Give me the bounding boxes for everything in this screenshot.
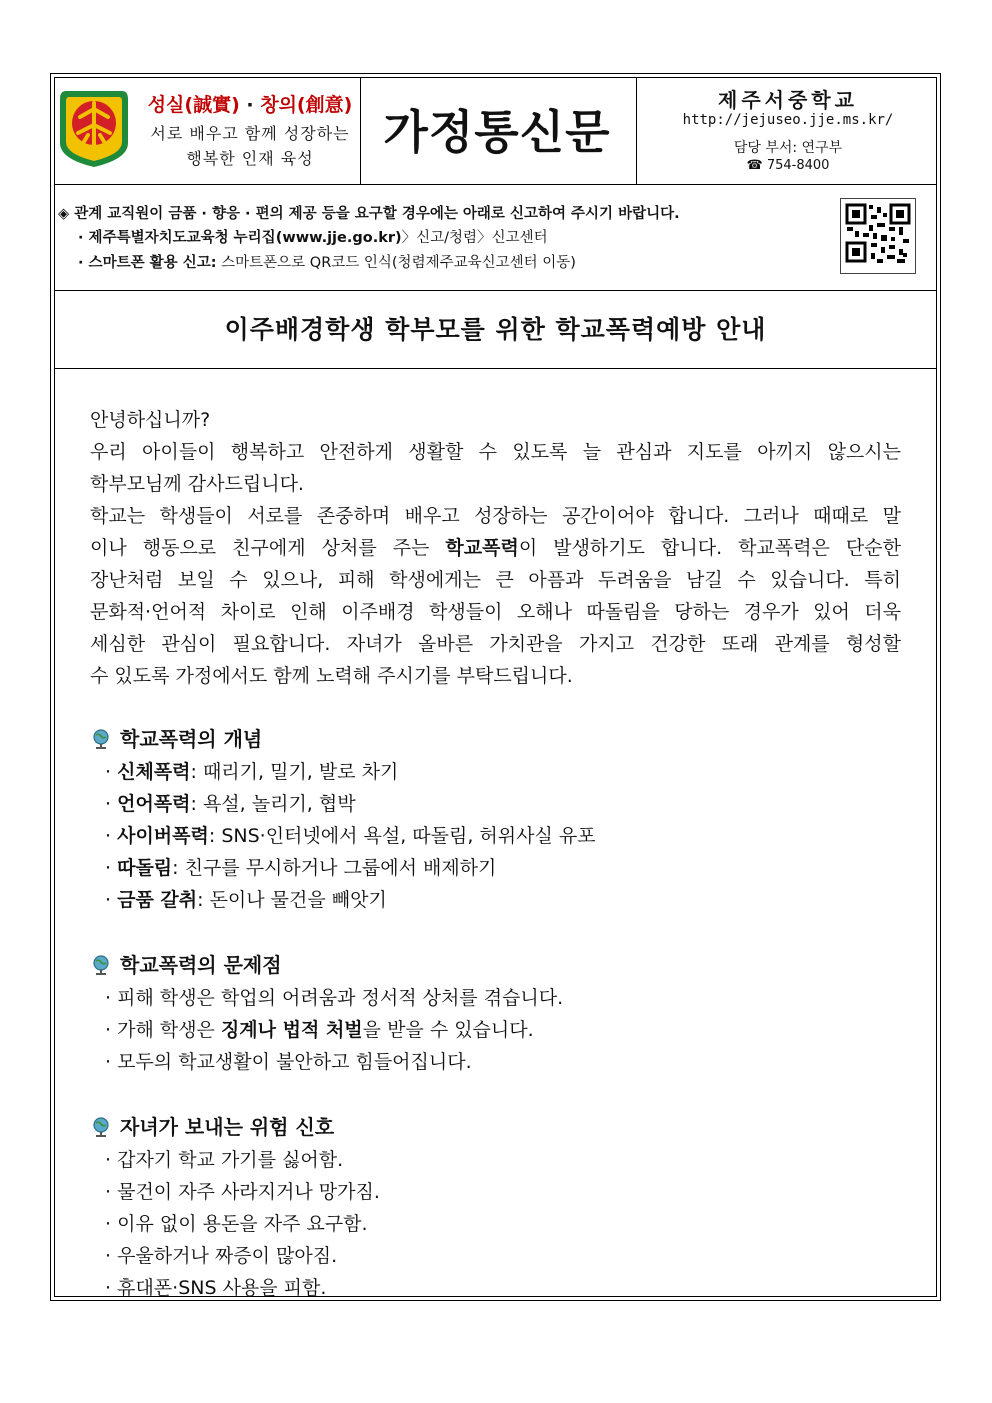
page-title: 가정통신문	[383, 105, 611, 159]
school-logo	[58, 87, 130, 169]
list-item: · 우울하거나 짜증이 많아짐.	[105, 1245, 338, 1267]
list-item: · 사이버폭력: SNS·인터넷에서 욕설, 따돌림, 허위사실 유포	[105, 825, 596, 847]
list-item: · 물건이 자주 사라지거나 망가짐.	[105, 1181, 380, 1203]
report-channel-web: · 제주특별자치도교육청 누리집(www.jje.go.kr)〉신고/청렴〉신고센터	[78, 230, 548, 246]
globe-icon	[90, 954, 112, 976]
divider	[54, 290, 937, 291]
paragraph-line: 우리 아이들이 행복하고 안전하게 생활할 수 있도록 늘 관심과 지도를 아끼지 않으시는	[90, 441, 901, 463]
list-item: · 휴대폰·SNS 사용을 피함.	[105, 1277, 327, 1299]
section-heading: 자녀가 보내는 위험 신호	[90, 1111, 334, 1140]
report-channel-smartphone: · 스마트폰 활용 신고: 스마트폰으로 QR코드 인식(청렴제주교육신고센터 이동)	[78, 255, 576, 271]
paragraph-line: 이나 행동으로 친구에게 상처를 주는 학교폭력이 발생하기도 합니다. 학교폭력은 단순한	[90, 537, 901, 559]
qr-code	[840, 198, 916, 274]
document-title: 이주배경학생 학부모를 위한 학교폭력예방 안내	[224, 315, 767, 344]
divider	[360, 77, 361, 184]
paragraph-line: 세심한 관심이 필요합니다. 자녀가 올바른 가치관을 가지고 건강한 또래 관계를 형성할	[90, 633, 901, 655]
motto-line: 서로 배우고 함께 성장하는	[150, 124, 350, 143]
list-item: · 언어폭력: 욕설, 놀리기, 협박	[105, 793, 356, 815]
school-url[interactable]: http://jejuseo.jje.ms.kr/	[682, 112, 894, 128]
list-item: · 금품 갈취: 돈이나 물건을 빼앗기	[105, 889, 387, 911]
list-item: · 이유 없이 용돈을 자주 요구함.	[105, 1213, 368, 1235]
motto-line: 행복한 인재 육성	[186, 149, 314, 168]
divider	[54, 368, 937, 369]
list-item: · 피해 학생은 학업의 어려움과 정서적 상처를 겪습니다.	[105, 987, 564, 1009]
paragraph-line: 장난처럼 보일 수 있으나, 피해 학생에게는 큰 아픔과 두려움을 남길 수 있습니다. 특히	[90, 569, 901, 591]
department: 담당 부서: 연구부	[733, 140, 843, 156]
report-notice: ◈ 관계 교직원이 금품 · 향응 · 편의 제공 등을 요구할 경우에는 아래로 신고하여 주시기 바랍니다.	[58, 206, 680, 222]
school-motto: 성실(誠實) · 창의(創意)	[147, 94, 353, 116]
phone-number: ☎ 754-8400	[746, 158, 830, 173]
globe-icon	[90, 1116, 112, 1138]
paragraph-line: 학교는 학생들이 서로를 존중하며 배우고 성장하는 공간이어야 합니다. 그러나 때때로 말	[90, 505, 901, 527]
section-heading: 학교폭력의 문제점	[90, 949, 282, 978]
school-name: 제주서중학교	[718, 88, 858, 112]
paragraph-line: 수 있도록 가정에서도 함께 노력해 주시기를 부탁드립니다.	[90, 665, 573, 687]
paragraph-line: 문화적·언어적 차이로 인해 이주배경 학생들이 오해나 따돌림을 당하는 경우가 있어 더욱	[90, 601, 901, 623]
list-item: · 모두의 학교생활이 불안하고 힘들어집니다.	[105, 1051, 472, 1073]
greeting: 안녕하십니까?	[90, 409, 211, 431]
section-heading: 학교폭력의 개념	[90, 723, 262, 752]
globe-icon	[90, 728, 112, 750]
list-item: · 신체폭력: 때리기, 밀기, 발로 차기	[105, 761, 399, 783]
divider	[54, 184, 937, 185]
divider	[636, 77, 637, 184]
list-item: · 갑자기 학교 가기를 싫어함.	[105, 1149, 344, 1171]
list-item: · 따돌림: 친구를 무시하거나 그룹에서 배제하기	[105, 857, 497, 879]
list-item: · 가해 학생은 징계나 법적 처벌을 받을 수 있습니다.	[105, 1019, 534, 1041]
paragraph-line: 학부모님께 감사드립니다.	[90, 473, 304, 495]
